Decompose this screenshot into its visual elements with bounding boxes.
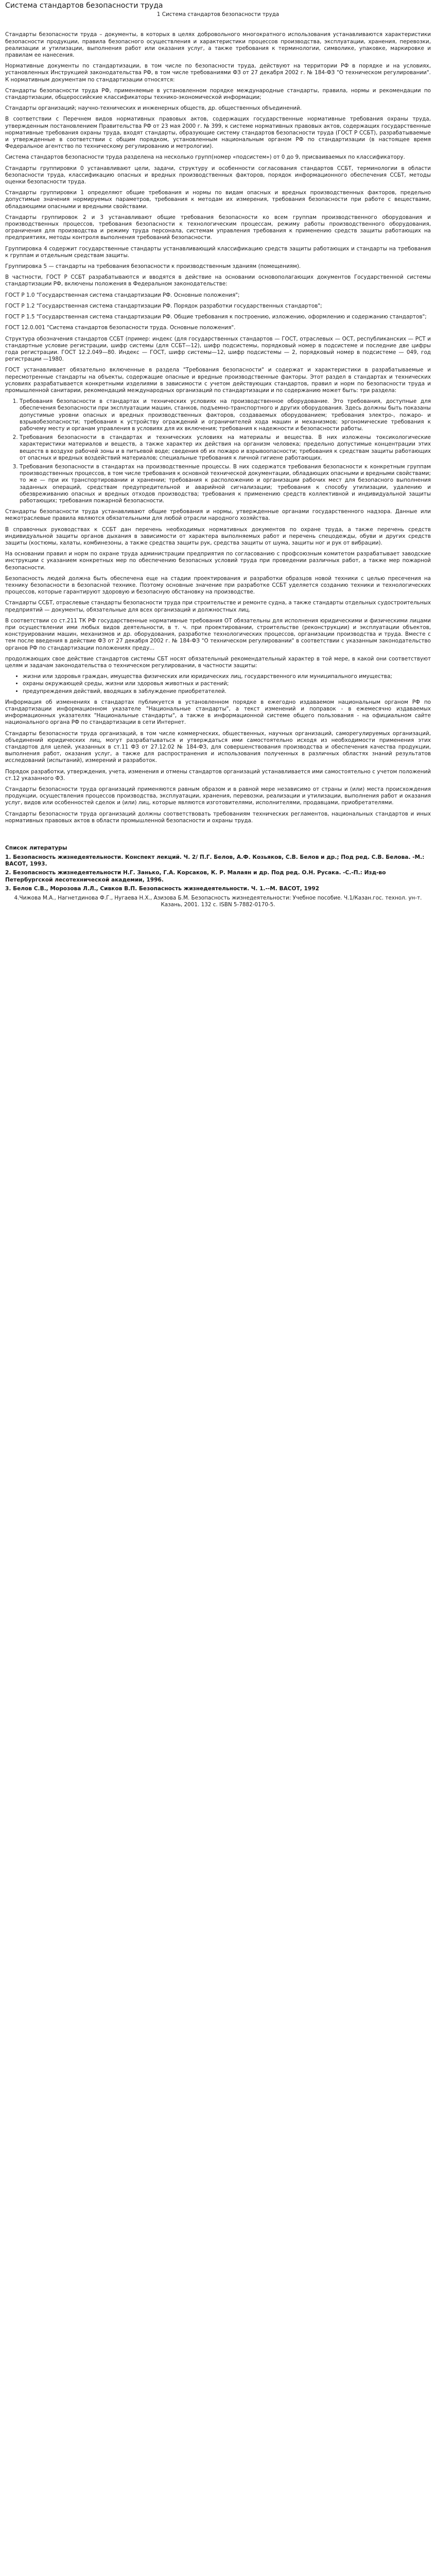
literature-item: 2. Безопасность жизнедеятельности Н.Г. Занько, Г.А. Корсаков, К. Р. Малаян и др. Под ред. О.Н. Русака. -С.-П.: Изд-во Петербургской лесотехнической академии, 1996. bbox=[5, 870, 386, 883]
paragraph: В справочных руководствах к ССБТ дан перечень необходимых нормативных документов по охране труда, а также перечень средств индивидуальной защиты органов дыхания в зависимости от характера выполняемых работ и перечень спецодежды, обуви и других средств защиты (костюмы, халаты, комбинезоны, а также средства защиты рук, средства защиты от шума, защиты ног и рук от вибрации). bbox=[5, 526, 431, 546]
paragraph: Система стандартов безопасности труда разделена на несколько групп(номер «подсистем») от 0 до 9, присваиваемых по классификатору. bbox=[5, 154, 405, 161]
document-page bbox=[0, 1, 436, 908]
section-body bbox=[5, 509, 431, 669]
paragraph: Безопасность людей должна быть обеспечена еще на стадии проектирования и разработки образцов новой техники с целью пресечения на технику безопасности в безопасной технике. Поэтому основные значение при разработке ССБТ уделяется созданию техники и технологических процессов, которые гарантируют здоровую и безопасную обстановку на производстве. bbox=[5, 575, 431, 596]
bullet-item: • жизни или здоровья граждан, имущества физических или юридических лиц, государственного или муниципального имущества; bbox=[23, 673, 431, 680]
paragraph: Стандарты безопасности труда организаций должны соответствовать требованиям технических регламентов, национальных стандартов и иных нормативных правовых актов в области промышленной безопасности и охраны труда. bbox=[5, 810, 431, 824]
paragraph: Информация об изменениях в стандартах публикуется в установленном порядке в ежегодно издаваемом национальным органом РФ по стандартизации информационном указателе "Национальные стандарты", а текст изменений и поправок - в ежемесячно издаваемых информационных указателях "Национальные стандарты", а также в информационной системе общего пользования - на официальном сайте национального органа РФ по стандартизации в сети Интернет. bbox=[5, 699, 431, 726]
paragraph: Стандарты безопасности труда – документы, в которых в целях добровольного многократного использования устанавливаются характеристики безопасности продукции, правила безопасного осуществления и характеристики процессов производства, эксплуатации, хранения, перевозки, реализации и утилизации, выполнения работ или оказания услуг, а также требования к терминологии, символике, упаковке, маркировке и правилам ее нанесения. bbox=[5, 31, 431, 58]
paragraph: Группировка 5 — стандарты на требования безопасности к производственным зданиям (помещениям). bbox=[5, 263, 301, 270]
page-title: Система стандартов безопасности труда bbox=[5, 2, 163, 10]
paragraph: Стандарты безопасности труда организаций применяются равным образом и в равной мере независимо от страны и (или) места происхождения продукции, осуществления процессов производства, эксплуатации, хранения, перевозки, реализации и утилизации, выполнения работ и оказания услуг, видов или особенностей сделок и (или) лиц, которые являются изготовителями, исполнителями, продавцами, приобретателями. bbox=[5, 786, 431, 806]
paragraph: На основании правил и норм по охране труда администрации предприятия по согласованию с профсоюзным комитетом разрабатывает заводские инструкции с указанием конкретных мер по обеспечению безопасных условий труда при проведении различных работ, а также мер пожарной безопасности. bbox=[5, 551, 431, 571]
paragraph: продолжающих свое действие стандартов системы СБТ носят обязательный рекомендательный характер в той мере, в какой они соответствуют целям и задачам законодательства о техническом регулировании, в частности защиты: bbox=[5, 655, 431, 669]
paragraph: Порядок разработки, утверждения, учета, изменения и отмены стандартов организаций устанавливается ими самостоятельно с учетом положений ст.12 указанного ФЗ. bbox=[5, 768, 431, 782]
page-subtitle: 1 Система стандартов безопасности труда bbox=[156, 11, 280, 18]
designation-structure-paragraph: Структура обозначения стандартов ССБТ (пример: индекс (для государственных стандартов — ГОСТ, отраслевых — ОСТ, республиканских — РСТ и стандартные условие регистрации, шифр системы (для ССБТ—12), шифр подсистемы, порядковый номер в подсистеме и последние две цифры года регистрации. ГОСТ 12.2.049—80. Индекс — ГОСТ, шифр системы—12, шифр подсистемы — 2, порядковый номер в подсистеме — 049, год регистрации —1980. bbox=[5, 335, 431, 363]
paragraph: Стандарты группировок 2 и 3 устанавливают общие требования безопасности ко всем группам производственного оборудования и производственных процессов, требования безопасности к технологическим процессам, режиму работы производственного оборудования, ограничения для производства и режиму труда персонала, системам управления требования к применению средств защиты работающих на предприятиях, методы контроля выполнения требований безопасности. bbox=[5, 214, 431, 241]
paragraph: ГОСТ Р 1.2 "Государственная система стандартизации РФ. Порядок разработки государственных стандартов"; bbox=[5, 302, 322, 309]
paragraph: Группировка 4 содержит государственные стандарты устанавливающий классификацию средств защиты работающих и стандарты на требования к группам и отдельным средствам защиты. bbox=[5, 245, 431, 259]
literature-heading: Список литературы bbox=[5, 845, 67, 852]
paragraph: Стандарты группировки 1 определяют общие требования и нормы по видам опасных и вредных производственных факторов, предельно допустимые значения нормируемых параметров, требования к методам их измерения, требования безопасности при работе с веществами, обладающими опасными и вредными свойствами. bbox=[5, 190, 431, 210]
paragraph: ГОСТ Р 1.5 "Государственная система стандартизации РФ. Общие требования к построению, изложению, оформлению и содержанию стандартов"; bbox=[5, 314, 427, 320]
section-closing bbox=[5, 699, 431, 824]
paragraph: Стандарты организаций; научно-технических и инженерных обществ, др. общественных объединений. bbox=[5, 105, 302, 112]
paragraph: Стандарты безопасности труда устанавливают общие требования и нормы, утвержденные органами государственного надзора. Данные или межотраслевые правила являются обязательными для любой отрасли народного хозяйства. bbox=[5, 509, 431, 522]
paragraph: В частности, ГОСТ Р ССБТ разрабатываются и вводятся в действие на основании основополагающих документов Государственной системы стандартизации РФ, включены положения в Федеральном законодательстве: bbox=[5, 274, 431, 287]
requirements-list bbox=[5, 398, 431, 504]
paragraph: Стандарты группировки 0 устанавливают цели, задачи, структуру и особенности согласования стандартов ССБТ, терминологии в области безопасности труда, классификацию опасных и вредных производственных факторов, порядок информационного обеспечения ССБТ, методы оценки безопасности труда. bbox=[5, 165, 431, 185]
protection-bullets bbox=[5, 673, 431, 695]
list-item: 1. Требования безопасности в стандартах и технических условиях на производственное оборудование. Это требования, доступные для обеспечения безопасности при эксплуатации машин, станков, подъемно-транспортного и других оборудования. Здесь должны быть показаны допустимые уровни опасных и вредных производственных факторов, создаваемых оборудованием; требования электро-, пожаро- и взрывобезопасности; требования к устройству ограждений и ограничителей хода машин и механизмов; эргономические требования к рабочему месту и органам управления в условиях для их включения; требования к надежности и безопасности работы. bbox=[20, 398, 431, 432]
section-intro bbox=[5, 31, 431, 331]
list-item: 3. Требования безопасности в стандартах на производственные процессы. В них содержатся требования безопасности к конкретным группам производственных процессов, в том числе требования к основной технической документации, обладающих опасными и вредными свойствами; то же — при их транспортировании и хранении; требования к расположению и организации рабочих мест для безопасного выполнения заданных операций, средствам предупредительной и аварийной сигнализации; требования к способу утилизации, удалению и обезвреживанию опасных и вредных отходов производства; требования к применению средств коллективной и индивидуальной защиты работающих; требования пожарной безопасности. bbox=[20, 464, 431, 504]
paragraph: Стандарты безопасности труда организаций, в том числе коммерческих, общественных, научных организаций, саморегулируемых организаций, объединений юридических лиц, могут разрабатываться и утверждаться ими самостоятельно исходя из необходимости применения этих стандартов для целей, указанных в ст.11 ФЗ от 27.12.02 № 184-ФЗ, для совершенствования производства и обеспечения качества продукции, выполнения работ, оказания услуг, а также для распространения и использования полученных в различных областях знаний результатов исследований (испытаний), измерений и разработок. bbox=[5, 730, 431, 764]
paragraph: Нормативные документы по стандартизации, в том числе по безопасности труда, действуют на территории РФ в порядке и на условиях, установленных Инструкцией законодательства РФ, в том числе требованиями ФЗ от 27 декабря 2002 г. № 184-ФЗ "О техническом регулировании". К нормативным документам по стандартизации относятся: bbox=[5, 63, 431, 83]
literature-item: 1. Безопасность жизнедеятельности. Конспект лекций. Ч. 2/ П.Г. Белов, А.Ф. Козьяков, С.В. Белов и др.; Под ред. С.В. Белова. -М.: ВАСОТ, 1993. bbox=[5, 854, 425, 867]
literature-footer-item: 4.Чижова М.А., Нагнетдинова Ф.Г., Нугаева Н.Х., Азизова Б.М. Безопасность жизнедеятельности: Учебное пособие. Ч.1/Казан.гос. технол. ун-т. Казань, 2001. 132 с. ISBN 5-7882-0170-5. bbox=[14, 894, 422, 908]
paragraph: ГОСТ Р 1.0 "Государственная система стандартизации РФ. Основные положения"; bbox=[5, 292, 240, 298]
paragraph: Стандарты ССБТ, отраслевые стандарты безопасности труда при строительстве и ремонте судна, а также стандарты отдельных судостроительных предприятий — документы, обязательные для всех организаций и должностных лиц. bbox=[5, 600, 431, 613]
paragraph: В соответствии со ст.211 ТК РФ государственные нормативные требования ОТ обязательны для исполнения юридическими и физическими лицами при осуществлении ими любых видов деятельности, в т. ч. при проектировании, строительстве (реконструкции) и эксплуатации объектов, конструировании машин, механизмов и др. оборудования, разработке технологических процессов, организации производства и труда. Вместе с тем после введения в действие ФЗ от 27 декабря 2002 г. № 184-ФЗ "О техническом регулировании" в соответствии с указанным законодательство органов РФ по стандартизации положениях преду... bbox=[5, 617, 431, 651]
list-item: 2. Требования безопасности в стандартах и технических условиях на материалы и вещества. В них изложены токсикологические характеристики материалов и веществ, а также характер их действия на организм человека; предельно допустимые концентрации этих веществ в воздухе рабочей зоны и в питьевой воде; сведения об их пожаро и взрывоопасности; требования к средствам защиты работающих от опасных и вредных воздействий материалов; специальные требования к личной гигиене работающих. bbox=[20, 434, 431, 462]
bullet-item: • предупреждения действий, вводящих в заблуждение приобретателей. bbox=[23, 688, 431, 695]
paragraph: ГОСТ 12.0.001 "Система стандартов безопасности труда. Основные положения". bbox=[5, 325, 236, 331]
literature-list bbox=[5, 854, 431, 893]
paragraph: В соответствии с Перечнем видов нормативных правовых актов, содержащих государственные нормативные требования охраны труда, утвержденным постановлением Правительства РФ от 23 мая 2000 г. № 399, к системе нормативных правовых актов, содержащих государственные нормативные требования охраны труда, входят стандарты, образующие систему стандартов безопасности труда (ГОСТ Р ССБТ), разрабатываемые и утвержденные в соответствии с общим порядком, установленным национальным органом РФ по стандартизации (в настоящее время Федеральное агентство по техническому регулированию и метрологии). bbox=[5, 116, 431, 150]
literature-item: 3. Белов С.В., Морозова Л.Л., Сивков В.П. Безопасность жизнедеятельности. Ч. 1.--М. ВАСОТ, 1992 bbox=[5, 886, 319, 892]
paragraph: Стандарты безопасности труда РФ, применяемые в установленном порядке международные стандарты, правила, нормы и рекомендации по стандартизации, общероссийские классификаторы технико-экономической информации; bbox=[5, 87, 431, 101]
bullet-item: • охраны окружающей среды, жизни или здоровья животных и растений; bbox=[23, 681, 431, 687]
gost-sections-paragraph: ГОСТ устанавливает обязательно включенные в раздела "Требования безопасности" и содержат и характеристики в разрабатываемые и пересмотренные стандарты на объекты, содержащие опасные и вредные производственные факторы. Этот раздел в стандартах и технических условиях разрабатывается конкретными изделиями в зависимости с учетом действующих стандартов, правил и норм по безопасности труда и промышленной санитарии, рекомендаций международных организаций по стандартизации и по содержанию может быть: три раздела: bbox=[5, 367, 431, 394]
